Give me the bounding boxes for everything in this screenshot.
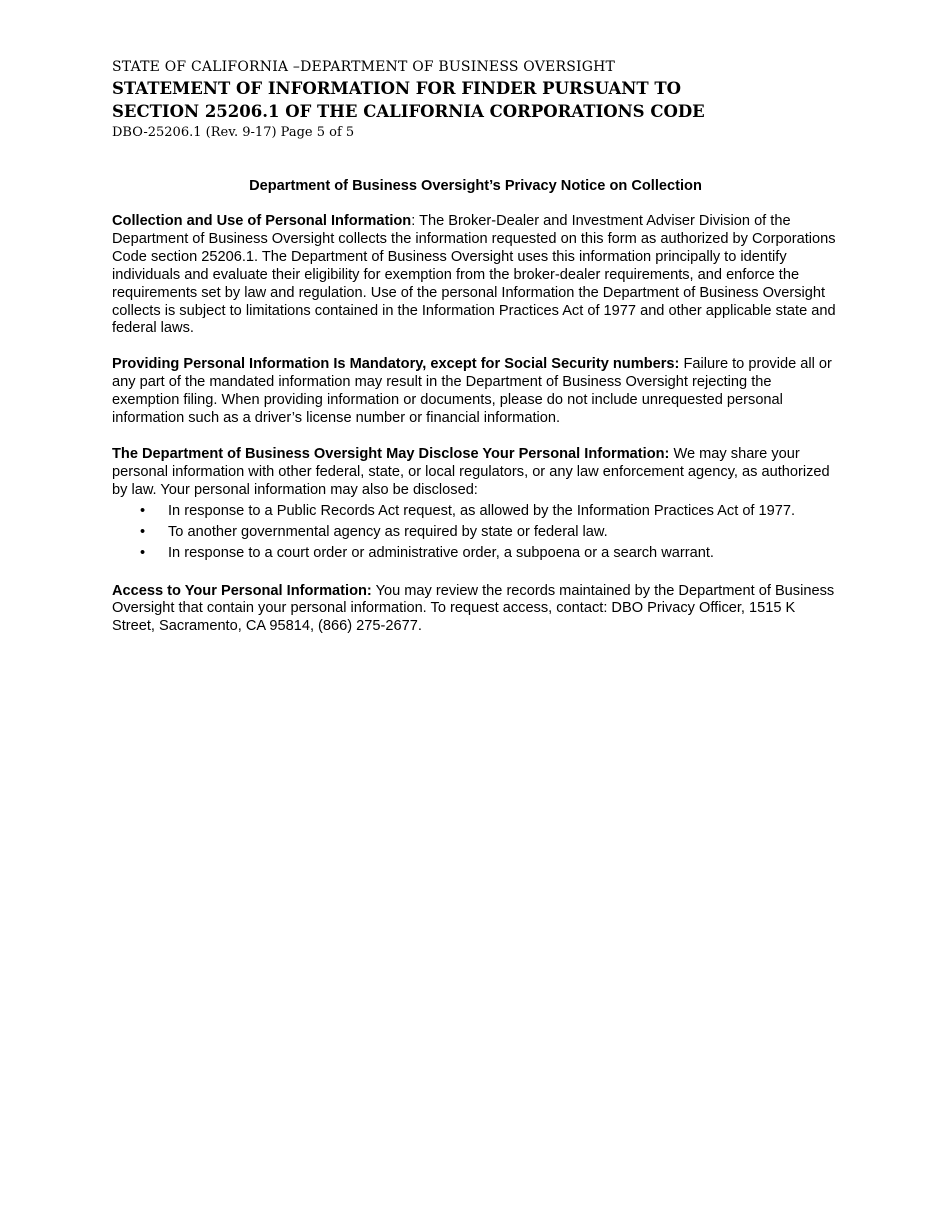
- list-item-text: In response to a Public Records Act request, as allowed by the Information Practices Act of 1977.: [168, 502, 796, 519]
- list-item: [112, 522, 839, 543]
- privacy-notice-title: Department of Business Oversight’s Privacy Notice on Collection: [249, 178, 702, 194]
- section-body: Failure to provide all or any part of the mandated information may result in the Department of Business Oversight rejecting the exemption filing. When providing information or documents, please do not include unrequested personal information such as a driver’s license number or financial information.: [112, 356, 832, 427]
- form-id: DBO-25206.1 (Rev. 9-17) Page 5 of 5: [112, 125, 355, 140]
- form-title-line-2: SECTION 25206.1 OF THE CALIFORNIA CORPORATIONS CODE: [112, 102, 705, 121]
- section-access: [112, 583, 839, 637]
- disclosure-list: [112, 501, 839, 565]
- agency-line: STATE OF CALIFORNIA –DEPARTMENT OF BUSINESS OVERSIGHT: [112, 59, 616, 75]
- section-collection-use: [112, 213, 839, 338]
- section-disclosure: [112, 446, 839, 565]
- section-body: The Broker-Dealer and Investment Adviser Division of the Department of Business Oversight collects the information requested on this form as authorized by Corporations Code section 25206.1. The Department of Business Oversight uses this information principally to identify individuals and evaluate their eligibility for exemption from the broker-dealer requirements, and enforce the requirements set by law and regulation. Use of the personal Information the Department of Business Oversight collects is subject to limitations contained in the Information Practices Act of 1977 and other applicable state and federal laws.: [112, 213, 836, 337]
- list-item: [112, 501, 839, 522]
- list-item-text: In response to a court order or administrative order, a subpoena or a search warrant.: [168, 545, 714, 562]
- list-item: [112, 543, 839, 564]
- section-body: We may share your personal information with other federal, state, or local regulators, or any law enforcement agency, as authorized by law. Your personal information may also be disclosed:: [112, 445, 830, 498]
- section-mandatory: [112, 356, 839, 428]
- section-heading: The Department of Business Oversight May Disclose Your Personal Information:: [112, 445, 670, 462]
- list-item-text: To another governmental agency as required by state or federal law.: [168, 523, 608, 540]
- section-separator: :: [411, 213, 420, 229]
- bullet-icon: •: [140, 523, 146, 540]
- form-title-line-1: STATEMENT OF INFORMATION FOR FINDER PURSUANT TO: [112, 79, 682, 98]
- document-page: [112, 57, 842, 636]
- bullet-icon: •: [140, 545, 146, 562]
- section-heading: Access to Your Personal Information:: [112, 582, 372, 599]
- bullet-icon: •: [140, 502, 146, 519]
- section-heading: Providing Personal Information Is Mandatory, except for Social Security numbers:: [112, 356, 680, 373]
- section-body: You may review the records maintained by the Department of Business Oversight that contain your personal information. To request access, contact: DBO Privacy Officer, 1515 K Street, Sacramento, CA 95814, (866) 275-2677.: [112, 582, 835, 635]
- section-heading: Collection and Use of Personal Information: [112, 213, 412, 229]
